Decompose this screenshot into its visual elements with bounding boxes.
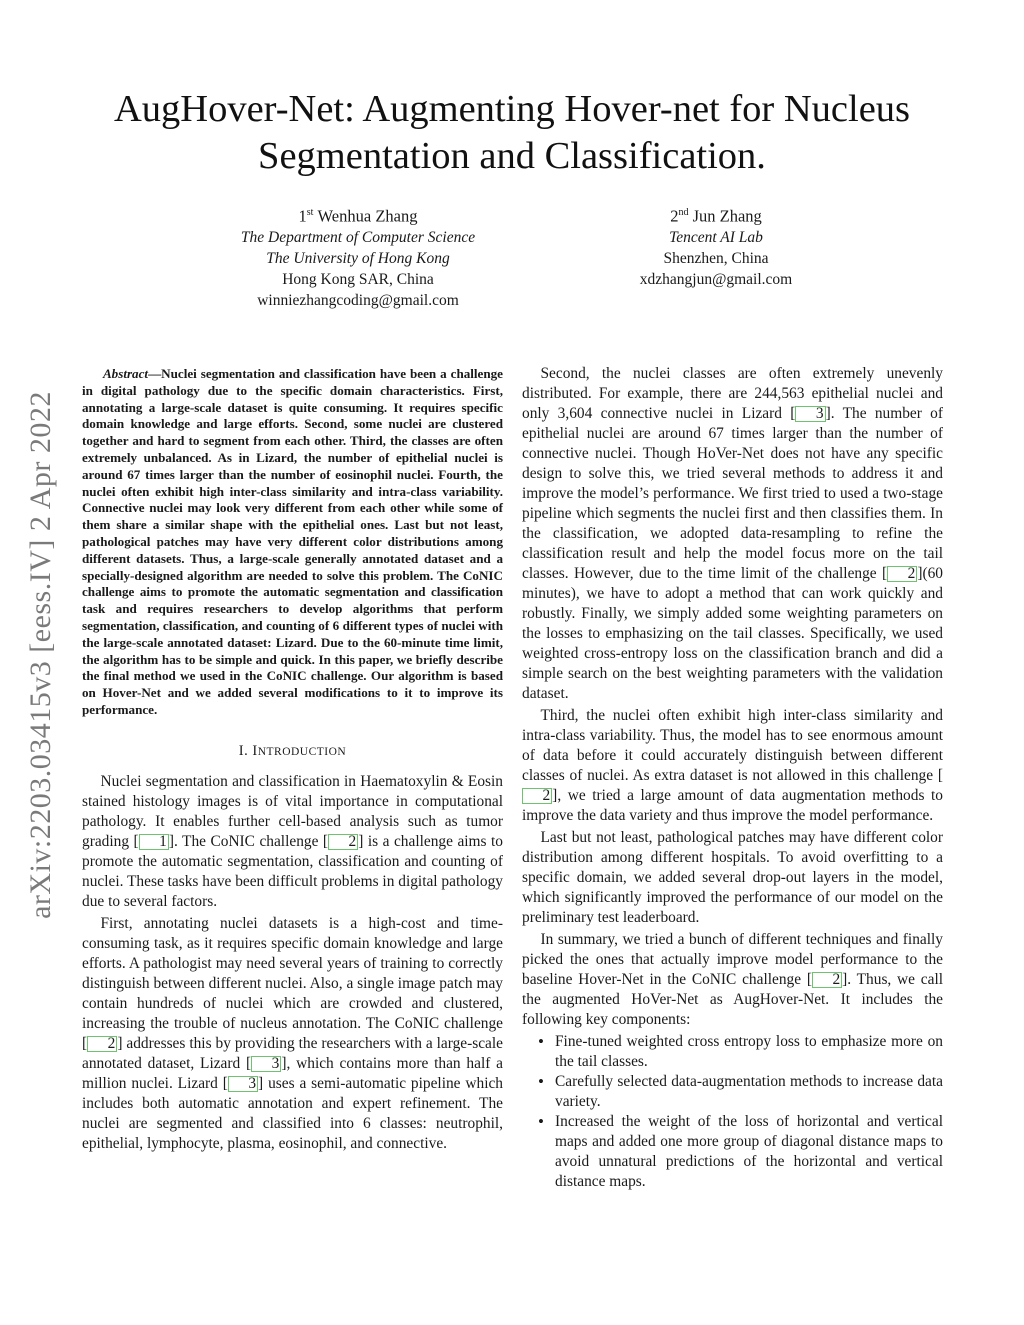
author-1-location: Hong Kong SAR, China <box>282 270 434 288</box>
citation-link-2[interactable]: 2 <box>812 972 842 988</box>
list-item: • Fine-tuned weighted cross entropy loss to emphasize more on the tail classes. <box>522 1032 943 1072</box>
text-run: , which contains more than half a million nuclei. Lizard <box>82 1054 503 1092</box>
right-paragraph-3: Last but not least, pathological patches may have different color distribution among different hospitals. To avoid overfitting to a specific domain, we added several drop-out layers in the model, which significantly improved the performance of our model on the preliminary test leaderboard. <box>522 829 943 926</box>
right-paragraph-4: In summary, we tried a bunch of different techniques and finally picked the ones that actually improve model performance to the baseline Hover-Net in the CoNIC challenge [ 2 ]. Thus, we call the augmented HoVer-Net as AugHover-Net. It includes the following key components: <box>522 931 944 1028</box>
text-run: First, annotating nuclei datasets is a high-cost and time-consuming task, as it requires specific domain knowledge and large efforts. A pathologist may need several years of training to correctly distinguish between different nuclei. Also, a single image patch may contain hundreds of nuclei which are crowded and clustered, increasing the trouble of nucleus annotation. The CoNIC challenge <box>82 914 503 1032</box>
author-2-email[interactable]: xdzhangjun@gmail.com <box>639 270 793 288</box>
text-run: Nuclei segmentation and classification in Haematoxylin & Eosin stained histology images is of vital importance in computational pathology. It enables further cell-based analysis such as tumor grading <box>82 772 503 850</box>
author-2-location: Shenzhen, China <box>663 249 769 267</box>
abstract <box>82 366 503 719</box>
paper-title <box>60 86 964 180</box>
section-first-letter: I <box>252 742 258 759</box>
arxiv-sidebar <box>20 360 62 950</box>
citation-link-2[interactable]: 2 <box>522 788 552 804</box>
title-line-2: Segmentation and Classification. <box>258 135 766 177</box>
citation-link-3[interactable]: 3 <box>795 406 825 422</box>
abstract-text: Nuclei segmentation and classification have been a challenge in digital pathology due to the specific domain characteristics. First, annotating a large-scale dataset is quite consuming. It requires specific domain knowledge and large efforts. Second, some nuclei are clustered together and hard to segment from each other. Third, the classes are often extremely unbalanced. As in Lizard, the number of epithelial nuclei is around 67 times larger than the number of eosinophil nuclei. Fourth, the nuclei often exhibit high inter-class similarity and intra-class variability. Connective nuclei may look very different from each other while some of them share a similar shape with the epithelial ones. Last but not least, pathological patches may have very different color distributions among different datasets. Thus, a large-scale generally annotated dataset and a specially-designed algorithm are needed to solve this problem. The CoNIC challenge aims to promote the automatic segmentation and classification task and requires researchers to develop algorithms that perform segmentation, classification, and counting of 6 different types of nuclei with the large-scale annotated dataset: Lizard. Due to the 60-minute time limit, the algorithm has to be simple and quick. In this paper, we briefly describe the final method we used in the CoNIC challenge. Our algorithm is based on Hover-Net and we added several modifications to it to improve its performance. <box>82 366 503 717</box>
left-column <box>82 366 503 1154</box>
author-1-name: Wenhua Zhang <box>317 206 418 226</box>
author-1-org: The University of Hong Kong <box>266 249 450 267</box>
author-1-email[interactable]: winniezhangcoding@gmail.com <box>257 291 459 309</box>
text-run: . Thus, we call the augmented HoVer-Net as AugHover-Net. It includes the following key components: <box>522 971 944 1028</box>
citation-link-2[interactable]: 2 <box>87 1036 117 1052</box>
text-run: (60 minutes), we have to adopt a method that can work quickly and robustly. Finally, we simply added some weighting parameters on the losses to emphasizing on the tail classes. Specifically, we used weighted cross-entropy loss on the classification branch and did a simple search on the best weighting parameters with the validation dataset. <box>522 565 943 702</box>
right-column <box>522 364 943 1192</box>
citation-link-3[interactable]: 3 <box>251 1056 281 1072</box>
text-run: , we tried a large amount of data augmentation methods to improve the data variety and thus improve the model performance. <box>522 787 943 824</box>
section-number: I. <box>238 742 249 759</box>
author-2-ordinal-sup: nd <box>678 207 689 218</box>
citation-link-3[interactable]: 3 <box>228 1076 258 1092</box>
list-item: • Carefully selected data-augmentation methods to increase data variety. <box>522 1072 943 1112</box>
right-paragraph-2: Third, the nuclei often exhibit high inter-class similarity and intra-class variability. Thus, the model has to see enormous amount of data before it could accurately distinguish between different classes of nuclei. As extra dataset is not allowed in this challenge [2 ], we tried a large amount of data augmentation methods to improve the data variety and thus improve the model performance. <box>522 707 943 824</box>
key-components-list <box>522 1032 943 1192</box>
text-run: is a challenge aims to promote the automatic segmentation, classification and counting of nuclei. These tasks have been difficult problems in digital pathology due to several factors. <box>82 832 503 910</box>
arxiv-identifier: arXiv:2203.03415v3 [eess.IV] 2 Apr 2022 <box>24 391 57 919</box>
right-paragraph-1: Second, the nuclei classes are often extremely unevenly distributed. For example, there are 244,563 epithelial nuclei and only 3,604 connective nuclei in Lizard [ 3 ]. The number of epithelial nuclei are around 67 times larger than the number of connective nuclei. Though HoVer-Net does not have any specific design to solve this, we tried several methods to address it and improve the model’s performance. We first tried to used a two-stage pipeline which segments the nuclei first and then classifies them. In the classification, we adopted data-resampling to refine the classification result and help the model focus more on the tail classes. However, due to the time limit of the challenge [ 2 ](60 minutes), we have to adopt a method that can work quickly and robustly. Finally, we simply added some weighting parameters on the losses to emphasizing on the tail classes. Specifically, we used weighted cross-entropy loss on the classification branch and did a simple search on the best weighting parameters with the validation dataset. <box>522 365 943 702</box>
author-1-name-line <box>208 202 508 227</box>
author-block-2 <box>566 202 866 290</box>
text-run: . The CoNIC challenge <box>173 832 323 850</box>
citation-link-2[interactable]: 2 <box>887 566 917 582</box>
intro-paragraph-2: First, annotating nuclei datasets is a high-cost and time-consuming task, as it requires specific domain knowledge and large efforts. A pathologist may need several years of training to correctly distinguish between different nuclei. Also, a single image patch may contain hundreds of nuclei which are crowded and clustered, increasing the trouble of nucleus annotation. The CoNIC challenge [ 2 ] addresses this by providing the researchers with a large-scale annotated dataset, Lizard [ 3 ], which contains more than half a million nuclei. Lizard [ 3 ] uses a semi-automatic pipeline which includes both automatic annotation and expert refinement. The nuclei are segmented and classified into 6 classes: neutrophil, epithelial, lymphocyte, plasma, eosinophil, and connective. <box>82 914 504 1152</box>
abstract-label: Abstract <box>102 366 149 381</box>
text-run: Second, the nuclei classes are often extremely unevenly distributed. For example, there are 244,563 epithelial nuclei and only 3,604 connective nuclei in Lizard <box>522 365 943 422</box>
author-2-ordinal: 2 <box>670 206 679 226</box>
text-run: In summary, we tried a bunch of different techniques and finally picked the ones that actually improve model performance to the baseline Hover-Net in the CoNIC challenge <box>522 931 943 988</box>
author-1-ordinal-sup: st <box>306 207 314 218</box>
intro-paragraph-1: Nuclei segmentation and classification in Haematoxylin & Eosin stained histology images is of vital importance in computational pathology. It enables further cell-based analysis such as tumor grading [ 1 ]. The CoNIC challenge [ 2 ] is a challenge aims to promote the automatic segmentation, classification and counting of nuclei. These tasks have been difficult problems in digital pathology due to several factors. <box>82 772 503 910</box>
text-run: addresses this by providing the researchers with a large-scale annotated dataset, Lizard <box>82 1034 503 1072</box>
citation-link-2[interactable]: 2 <box>328 834 358 850</box>
author-2-name-line <box>566 202 866 227</box>
author-1-dept: The Department of Computer Science <box>240 228 476 246</box>
title-line-1: AugHover-Net: Augmenting Hover-net for Nucleus <box>113 88 911 130</box>
text-run: Third, the nuclei often exhibit high inter-class similarity and intra-class variability. Thus, the model has to see enormous amount of data before it could accurately distinguish between different classes of nuclei. As extra dataset is not allowed in this challenge <box>522 707 943 784</box>
author-block-1 <box>208 202 508 311</box>
abstract-dash: — <box>148 366 162 381</box>
section-heading-introduction <box>82 741 503 762</box>
author-2-name: Jun Zhang <box>692 206 762 226</box>
text-run: . The number of epithelial nuclei are around 67 times larger than the number of connective nuclei. Though HoVer-Net does not have any specific design to solve this, we tried several methods to address it and improve the model’s performance. We first tried to used a two-stage pipeline which segments the nuclei first and then classifies them. In the classification, we adopted data-resampling to refine the classification result and help the model focus more on the tail classes. However, due to the time limit of the challenge <box>522 405 943 582</box>
text-run: uses a semi-automatic pipeline which includes both automatic annotation and expert refinement. The nuclei are segmented and classified into 6 classes: neutrophil, epithelial, lymphocyte, plasma, eosinophil, and connective. <box>82 1074 504 1152</box>
author-1-ordinal: 1 <box>298 206 307 226</box>
list-item: • Increased the weight of the loss of horizontal and vertical maps and added one more group of diagonal distance maps to avoid unnatural predictions of the horizontal and vertical distance maps. <box>522 1112 943 1192</box>
author-2-dept: Tencent AI Lab <box>669 228 763 246</box>
section-title-rest: NTRODUCTION <box>257 745 347 758</box>
citation-link-1[interactable]: 1 <box>139 834 169 850</box>
